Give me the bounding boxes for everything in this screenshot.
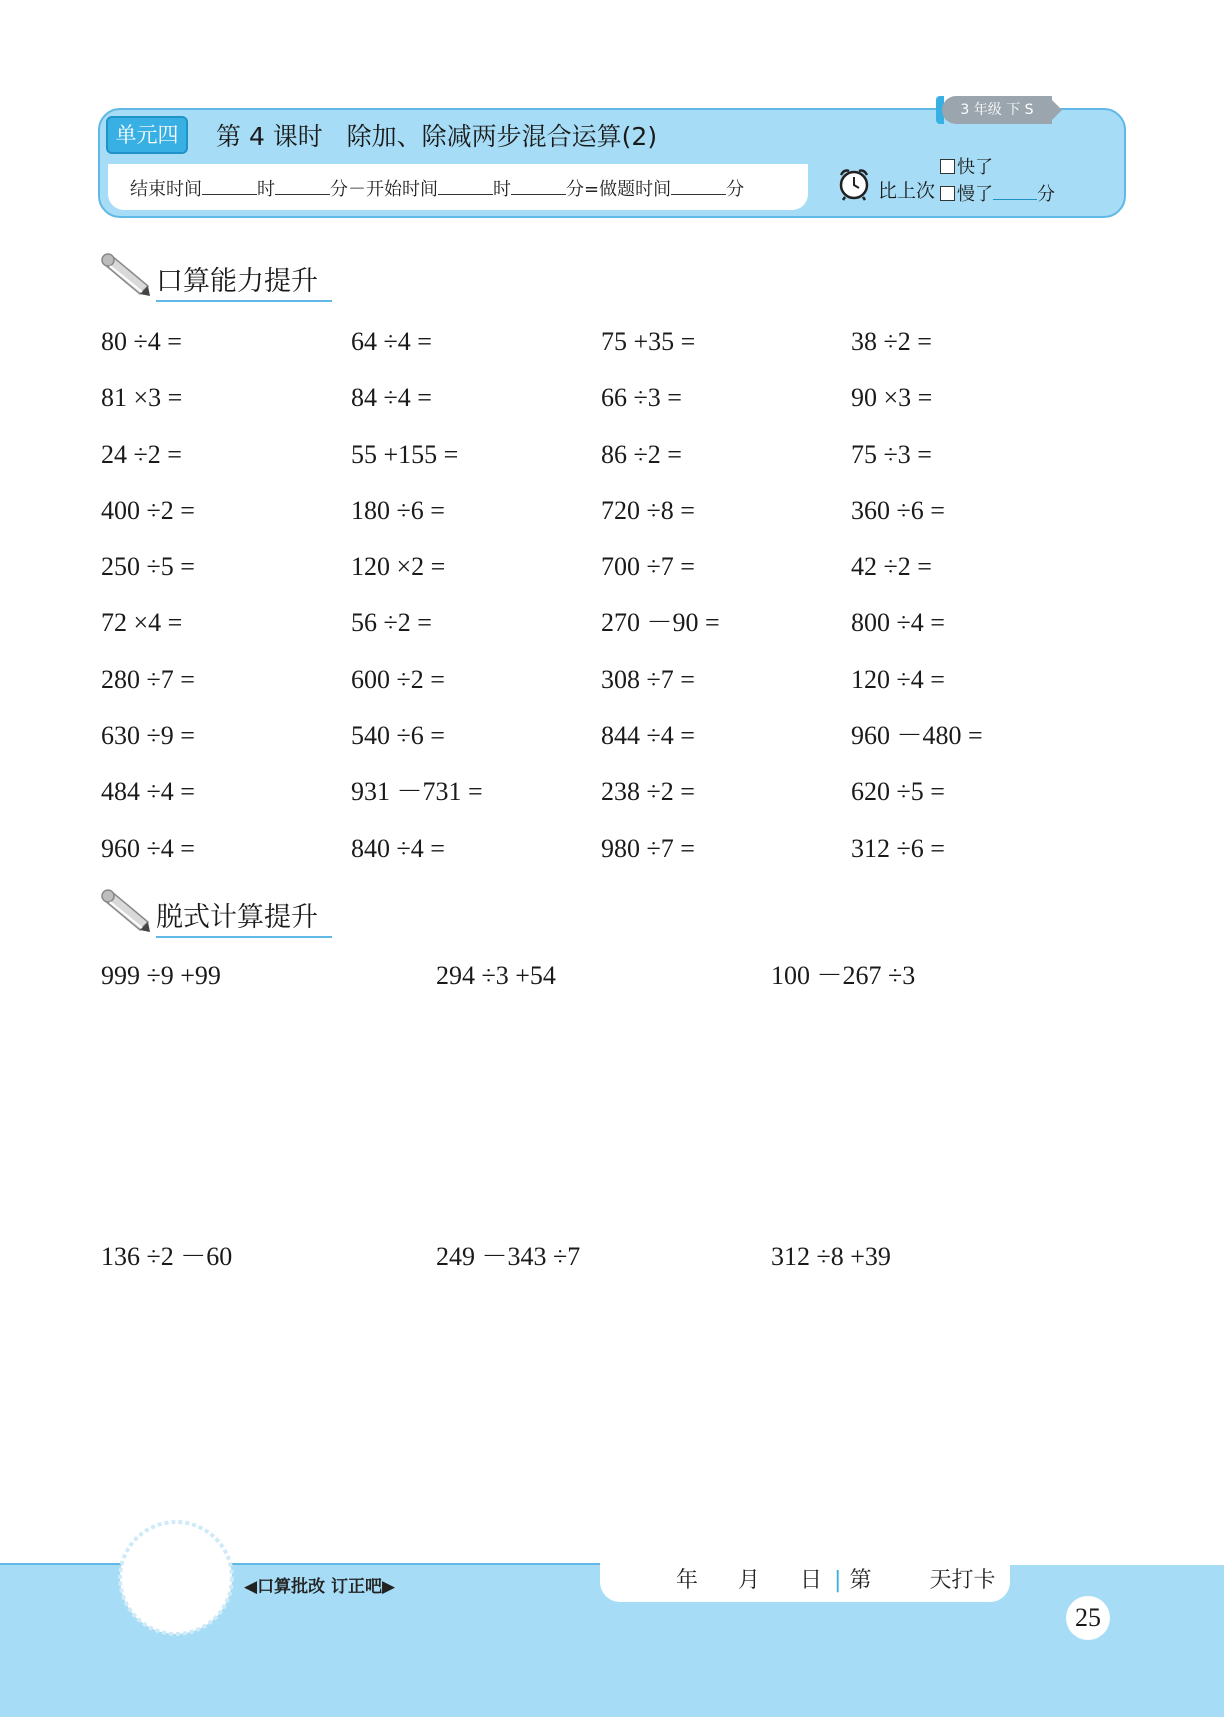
oral-problem: 270 －90 = xyxy=(601,608,720,638)
faster-option[interactable] xyxy=(940,154,1055,181)
oral-problem: 630 ÷9 = xyxy=(101,721,195,751)
alarm-clock-icon xyxy=(836,166,872,202)
oral-problem: 55 +155 = xyxy=(351,439,459,469)
oral-row xyxy=(101,827,1101,883)
end-hour-blank[interactable] xyxy=(202,174,257,195)
written-problem: 999 ÷9 +99 xyxy=(101,961,221,990)
oral-problem: 86 ÷2 = xyxy=(601,439,682,469)
oral-problem: 960 ÷4 = xyxy=(101,833,195,863)
oral-row xyxy=(101,433,1101,489)
oral-problem: 180 ÷6 = xyxy=(351,495,445,525)
oral-problem: 844 ÷4 = xyxy=(601,721,695,751)
oral-problem: 42 ÷2 = xyxy=(851,552,932,582)
oral-problem: 360 ÷6 = xyxy=(851,495,945,525)
day-label: 日 xyxy=(800,1568,823,1593)
oral-problem: 800 ÷4 = xyxy=(851,608,945,638)
oral-problem: 75 +35 = xyxy=(601,327,696,356)
start-hour-blank[interactable] xyxy=(438,174,493,195)
end-time-label: 结束时间 xyxy=(130,179,202,200)
slower-label: 慢了 xyxy=(957,184,993,205)
oral-problem: 84 ÷4 = xyxy=(351,383,432,413)
oral-problem: 980 ÷7 = xyxy=(601,833,695,863)
oral-row xyxy=(101,714,1101,770)
faster-label: 快了 xyxy=(957,157,993,178)
oral-row xyxy=(101,770,1101,826)
oral-problem: 24 ÷2 = xyxy=(101,439,182,469)
year-label: 年 xyxy=(676,1568,699,1593)
score-circle-icon xyxy=(116,1518,236,1638)
oral-problem: 280 ÷7 = xyxy=(101,664,195,694)
oral-problem: 720 ÷8 = xyxy=(601,495,695,525)
duration-label: =做题时间 xyxy=(584,179,672,200)
pencil-icon-2 xyxy=(100,888,152,932)
oral-row xyxy=(101,489,1101,545)
oral-problem: 81 ×3 = xyxy=(101,383,183,413)
correction-label: ◀口算批改 订正吧▶ xyxy=(244,1577,396,1597)
date-separator: | xyxy=(834,1568,842,1593)
page-number: 25 xyxy=(1066,1596,1110,1640)
oral-problem: 931 －731 = xyxy=(351,777,483,807)
grade-tag: 3 年级 下 S xyxy=(942,96,1052,124)
oral-problem: 80 ÷4 = xyxy=(101,327,182,356)
compare-label: 比上次 xyxy=(878,180,936,202)
oral-problem: 238 ÷2 = xyxy=(601,777,695,807)
lesson-name: 除加、除减两步混合运算(2) xyxy=(346,122,658,151)
oral-problem: 90 ×3 = xyxy=(851,383,933,413)
oral-section-title: 口算能力提升 xyxy=(156,264,332,302)
time-record-line xyxy=(130,174,744,204)
written-problem: 100 －267 ÷3 xyxy=(771,961,916,990)
oral-problem: 312 ÷6 = xyxy=(851,833,945,863)
lesson-title xyxy=(216,120,657,154)
minute-label: 分 xyxy=(330,179,348,200)
oral-problem: 600 ÷2 = xyxy=(351,664,445,694)
oral-problem: 700 ÷7 = xyxy=(601,552,695,582)
oral-problem: 620 ÷5 = xyxy=(851,777,945,807)
minute-label-3: 分 xyxy=(726,179,745,200)
oral-problem: 66 ÷3 = xyxy=(601,383,682,413)
oral-problem: 56 ÷2 = xyxy=(351,608,432,638)
start-minute-blank[interactable] xyxy=(511,174,566,195)
di-label: 第 xyxy=(849,1568,872,1593)
oral-problem: 484 ÷4 = xyxy=(101,777,195,807)
faster-checkbox[interactable] xyxy=(940,159,955,174)
footer-divider xyxy=(0,1563,600,1565)
diff-unit: 分 xyxy=(1037,184,1055,205)
pencil-icon xyxy=(100,252,152,296)
written-problem: 249 －343 ÷7 xyxy=(436,1242,581,1271)
oral-problem-grid xyxy=(101,320,1101,883)
oral-problem: 38 ÷2 = xyxy=(851,327,932,356)
written-problem: 294 ÷3 +54 xyxy=(436,961,556,990)
slower-option[interactable] xyxy=(940,181,1055,208)
checkin-label: 天打卡 xyxy=(929,1568,996,1593)
grade-tag-arrow xyxy=(1048,96,1062,124)
oral-problem: 120 ÷4 = xyxy=(851,664,945,694)
compare-options xyxy=(940,154,1055,208)
diff-minutes-blank[interactable] xyxy=(993,181,1037,200)
start-time-label: －开始时间 xyxy=(348,179,438,200)
checkin-date xyxy=(676,1563,996,1599)
oral-row xyxy=(101,376,1101,432)
oral-row xyxy=(101,320,1101,376)
oral-problem: 840 ÷4 = xyxy=(351,833,445,863)
month-label: 月 xyxy=(738,1568,761,1593)
written-problem: 312 ÷8 +39 xyxy=(771,1242,891,1271)
oral-problem: 540 ÷6 = xyxy=(351,721,445,751)
written-problem: 136 ÷2 －60 xyxy=(101,1242,233,1271)
oral-problem: 960 －480 = xyxy=(851,721,983,751)
oral-problem: 72 ×4 = xyxy=(101,608,183,638)
slower-checkbox[interactable] xyxy=(940,186,955,201)
duration-blank[interactable] xyxy=(671,174,726,195)
oral-problem: 75 ÷3 = xyxy=(851,439,932,469)
oral-row xyxy=(101,658,1101,714)
oral-row xyxy=(101,601,1101,657)
written-section-title: 脱式计算提升 xyxy=(156,900,332,938)
oral-problem: 400 ÷2 = xyxy=(101,495,195,525)
oral-problem: 250 ÷5 = xyxy=(101,552,195,582)
lesson-number: 第 4 课时 xyxy=(216,122,323,151)
minute-label-2: 分 xyxy=(566,179,584,200)
end-minute-blank[interactable] xyxy=(275,174,330,195)
oral-problem: 308 ÷7 = xyxy=(601,664,695,694)
hour-label-2: 时 xyxy=(493,179,511,200)
hour-label: 时 xyxy=(257,179,275,200)
oral-problem: 120 ×2 = xyxy=(351,552,446,582)
oral-problem: 64 ÷4 = xyxy=(351,327,432,356)
oral-row xyxy=(101,545,1101,601)
unit-badge: 单元四 xyxy=(106,116,188,154)
